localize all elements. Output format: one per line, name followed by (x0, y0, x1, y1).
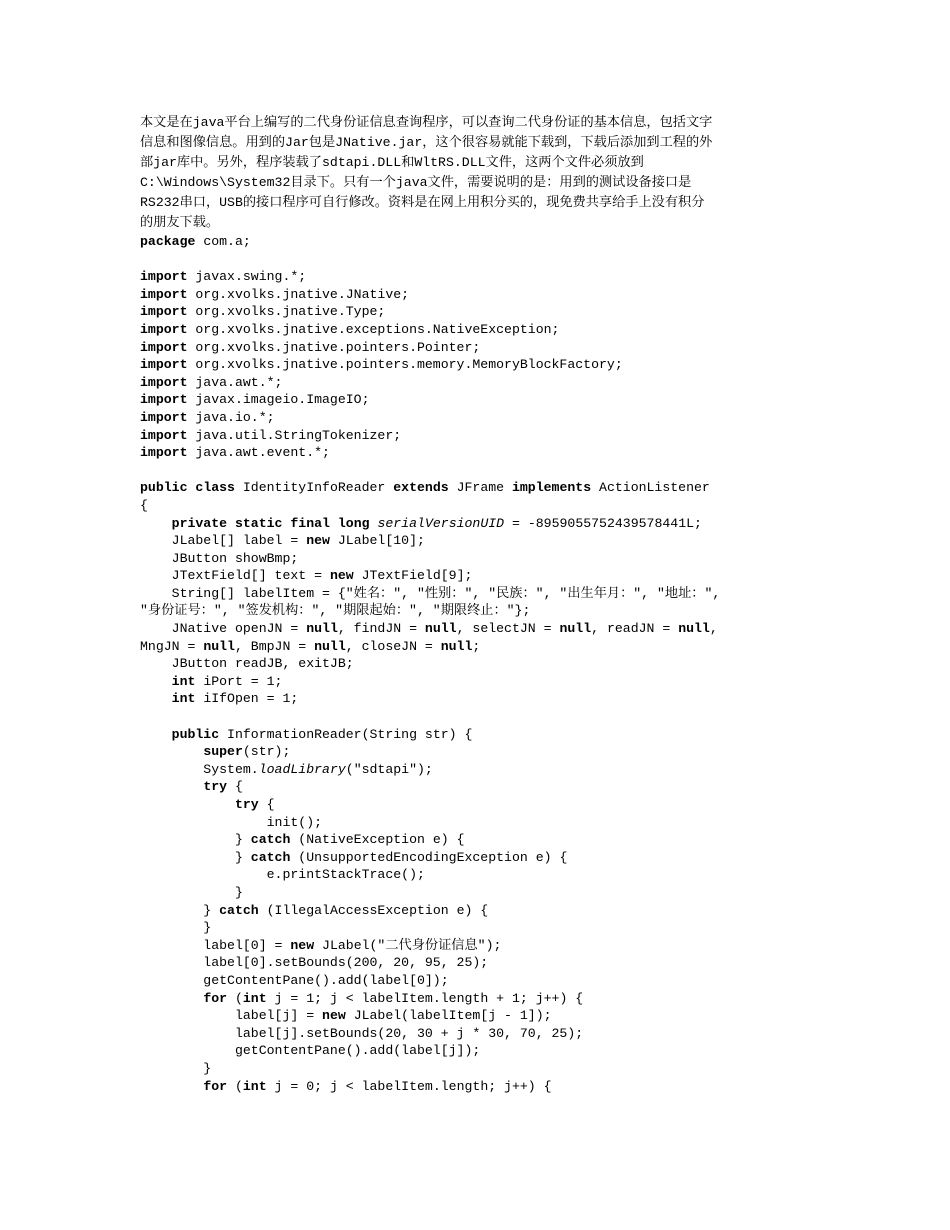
code-text (140, 727, 172, 742)
code-text: } (140, 849, 251, 865)
code-keyword: try (234, 797, 259, 812)
code-text: JTextField[] text = (140, 568, 330, 584)
code-text: } (140, 920, 212, 936)
code-line (140, 444, 820, 462)
code-line (140, 919, 820, 937)
code-text: JButton readJB, exitJB; (140, 656, 354, 672)
code-text: (NativeException e) { (290, 832, 465, 848)
code-line (140, 655, 820, 673)
code-text: JLabel[] label = (140, 533, 307, 549)
code-line (140, 1025, 820, 1043)
code-line (140, 1042, 820, 1060)
code-line (140, 409, 820, 427)
code-line (140, 690, 820, 708)
code-text: JButton showBmp; (140, 550, 299, 566)
code-text (140, 744, 203, 759)
code-keyword: private (171, 515, 228, 531)
code-keyword: null (559, 621, 592, 637)
code-text: { (258, 797, 275, 812)
code-keyword: null (314, 638, 346, 654)
code-keyword: final (290, 515, 330, 531)
code-keyword: extends (393, 480, 449, 496)
code-keyword: catch (219, 902, 259, 918)
code-keyword: import (140, 409, 188, 425)
code-text: (UnsupportedEncodingException e) { (290, 849, 568, 865)
code-line (140, 497, 820, 515)
code-line (140, 550, 820, 568)
code-text: iPort = 1; (195, 673, 283, 689)
code-keyword: int (171, 691, 196, 707)
code-text: ; (472, 638, 481, 654)
code-text: JLabel(labelItem[j - 1]); (345, 1008, 552, 1024)
code-text: getContentPane().add(label[j]); (140, 1043, 481, 1059)
intro-paragraph (140, 113, 820, 233)
code-line (140, 532, 820, 550)
code-keyword: catch (250, 832, 291, 848)
code-text: org.xvolks.jnative.pointers.Pointer; (187, 339, 481, 355)
code-text: , readJN = (591, 621, 679, 637)
intro-line: 信息和图像信息。用到的Jar包是JNative.jar，这个很容易就能下载到，下载后添加到工程的外 (140, 135, 713, 150)
code-text: , findJN = (337, 621, 425, 637)
code-text: } (140, 832, 251, 848)
code-keyword: implements (511, 480, 592, 496)
code-line (140, 620, 820, 638)
code-keyword: super (203, 744, 243, 760)
code-line (140, 356, 820, 374)
code-text: JNative openJN = (140, 621, 307, 637)
code-line (140, 374, 820, 392)
code-text: InformationReader(String str) { (219, 726, 473, 742)
code-keyword: public (140, 480, 188, 496)
code-line (140, 515, 820, 533)
code-text: JLabel("二代身份证信息"); (314, 937, 502, 953)
code-line (140, 339, 820, 357)
code-keyword: import (140, 304, 188, 320)
code-line (140, 286, 820, 304)
code-line (140, 427, 820, 445)
code-keyword: import (140, 339, 188, 355)
code-text: j = 0; j < labelItem.length; j++) { (266, 1078, 552, 1094)
code-text: , (709, 621, 718, 637)
code-line (140, 233, 820, 251)
code-text: label[j].setBounds(20, 30 + j * 30, 70, 25); (140, 1025, 584, 1041)
code-keyword: try (203, 779, 228, 795)
code-text: org.xvolks.jnative.pointers.memory.MemoryBlockFactory; (187, 357, 623, 373)
code-keyword: import (140, 427, 188, 443)
code-line (140, 1078, 820, 1096)
code-keyword: long (337, 515, 370, 531)
code-keyword: new (322, 1008, 346, 1024)
code-keyword: null (440, 638, 473, 654)
code-keyword: null (306, 621, 338, 637)
code-line (140, 602, 820, 620)
code-keyword: null (678, 621, 710, 637)
code-line (140, 849, 820, 867)
code-text: MngJN = (140, 638, 204, 654)
code-text: } (140, 1060, 212, 1076)
code-text (140, 516, 172, 531)
code-line (140, 251, 820, 269)
code-keyword: null (424, 621, 457, 637)
code-text: ( (227, 1078, 243, 1094)
code-text: = -8959055752439578441L; (504, 515, 702, 531)
code-text: String[] labelItem = {"姓名：", "性别：", "民族：", "出生年月：", "地址：", (140, 585, 721, 601)
code-text (140, 779, 203, 794)
code-keyword: package (140, 234, 196, 249)
code-keyword: for (203, 1078, 228, 1094)
code-text: } (140, 884, 243, 900)
code-keyword: new (329, 568, 354, 584)
code-line (140, 268, 820, 286)
code-text: org.xvolks.jnative.exceptions.NativeException; (187, 321, 560, 337)
code-text: ( (227, 990, 243, 1006)
code-text: java.awt.event.*; (187, 445, 330, 461)
code-keyword: int (242, 1078, 267, 1094)
code-keyword: public (171, 726, 220, 742)
code-text: init(); (140, 814, 323, 830)
code-keyword: import (140, 357, 188, 373)
code-text: (IllegalAccessException e) { (258, 902, 489, 918)
code-text (227, 516, 235, 531)
code-line (140, 462, 820, 480)
code-line (140, 778, 820, 796)
intro-line: RS232串口，USB的接口程序可自行修改。资料是在网上用积分买的，现免费共享给手上没有积分 (140, 195, 705, 210)
intro-line: 本文是在java平台上编写的二代身份证信息查询程序，可以查询二代身份证的基本信息，包括文字 (140, 115, 713, 130)
code-line (140, 1007, 820, 1025)
code-text (140, 691, 172, 706)
code-line (140, 866, 820, 884)
code-text (140, 991, 203, 1006)
code-line (140, 585, 820, 603)
document-page (140, 113, 820, 1095)
code-line (140, 303, 820, 321)
code-line (140, 796, 820, 814)
code-keyword: new (290, 937, 315, 953)
code-keyword: for (203, 990, 228, 1006)
code-text: , closeJN = (345, 638, 441, 654)
code-line (140, 902, 820, 920)
code-line (140, 743, 820, 761)
code-text: ActionListener (591, 480, 710, 496)
code-line (140, 814, 820, 832)
code-text: label[0].setBounds(200, 20, 95, 25); (140, 955, 489, 971)
code-line (140, 638, 820, 656)
code-text (140, 797, 235, 812)
code-keyword: null (203, 638, 235, 654)
code-keyword: catch (250, 849, 291, 865)
code-line (140, 391, 820, 409)
code-text: label[0] = (140, 937, 291, 953)
intro-line: C:\Windows\System32目录下。只有一个java文件，需要说明的是：用到的测试设备接口是 (140, 175, 692, 190)
code-italic: serialVersionUID (377, 515, 505, 531)
code-keyword: int (171, 673, 196, 689)
code-text: org.xvolks.jnative.JNative; (187, 286, 410, 302)
code-text: javax.swing.*; (187, 269, 307, 285)
code-line (140, 990, 820, 1008)
code-line (140, 884, 820, 902)
code-text: JFrame (448, 480, 512, 496)
code-text: j = 1; j < labelItem.length + 1; j++) { (266, 990, 584, 1006)
code-text: , BmpJN = (234, 638, 315, 654)
code-line (140, 726, 820, 744)
code-text: org.xvolks.jnative.Type; (187, 304, 386, 320)
code-line (140, 937, 820, 955)
code-text: javax.imageio.ImageIO; (187, 392, 370, 408)
code-keyword: new (306, 533, 330, 549)
code-line (140, 321, 820, 339)
code-keyword: import (140, 321, 188, 337)
code-line (140, 954, 820, 972)
code-line (140, 972, 820, 990)
code-italic: loadLibrary (258, 761, 346, 777)
intro-line: 部jar库中。另外，程序装载了sdtapi.DLL和WltRS.DLL文件，这两个文件必须放到 (140, 155, 644, 170)
code-text: java.io.*; (187, 409, 275, 425)
code-text: { (140, 497, 148, 513)
code-line (140, 567, 820, 585)
code-keyword: import (140, 286, 188, 302)
code-line (140, 1060, 820, 1078)
code-text: System. (140, 761, 259, 777)
code-keyword: static (234, 515, 283, 531)
code-text: , selectJN = (456, 621, 560, 637)
code-text: JLabel[10]; (329, 533, 425, 549)
code-text (140, 1079, 203, 1094)
code-text: (str); (242, 744, 291, 760)
code-line (140, 673, 820, 691)
code-text: } (140, 902, 220, 918)
code-keyword: import (140, 374, 188, 390)
code-keyword: class (195, 480, 235, 496)
code-text: iIfOpen = 1; (195, 691, 299, 707)
code-text: com.a; (195, 234, 251, 249)
code-text: ("sdtapi"); (345, 761, 433, 777)
code-text (140, 674, 172, 689)
code-text: "身份证号：", "签发机构：", "期限起始：", "期限终止："}; (140, 603, 531, 619)
code-keyword: import (140, 392, 188, 408)
code-keyword: import (140, 445, 188, 461)
code-text: label[j] = (140, 1008, 323, 1024)
code-line (140, 831, 820, 849)
code-text: getContentPane().add(label[0]); (140, 972, 449, 988)
code-line (140, 479, 820, 497)
code-text: java.awt.*; (187, 374, 283, 390)
code-listing (140, 233, 820, 1095)
intro-line: 的朋友下载。 (140, 215, 220, 230)
code-keyword: int (242, 990, 267, 1006)
code-text: { (227, 779, 243, 795)
code-text: java.util.StringTokenizer; (187, 427, 402, 443)
code-line (140, 761, 820, 779)
code-text (330, 516, 338, 531)
code-text: IdentityInfoReader (234, 480, 394, 496)
code-text: JTextField[9]; (353, 568, 473, 584)
code-text: e.printStackTrace(); (140, 867, 425, 883)
code-line (140, 708, 820, 726)
code-keyword: import (140, 269, 188, 285)
